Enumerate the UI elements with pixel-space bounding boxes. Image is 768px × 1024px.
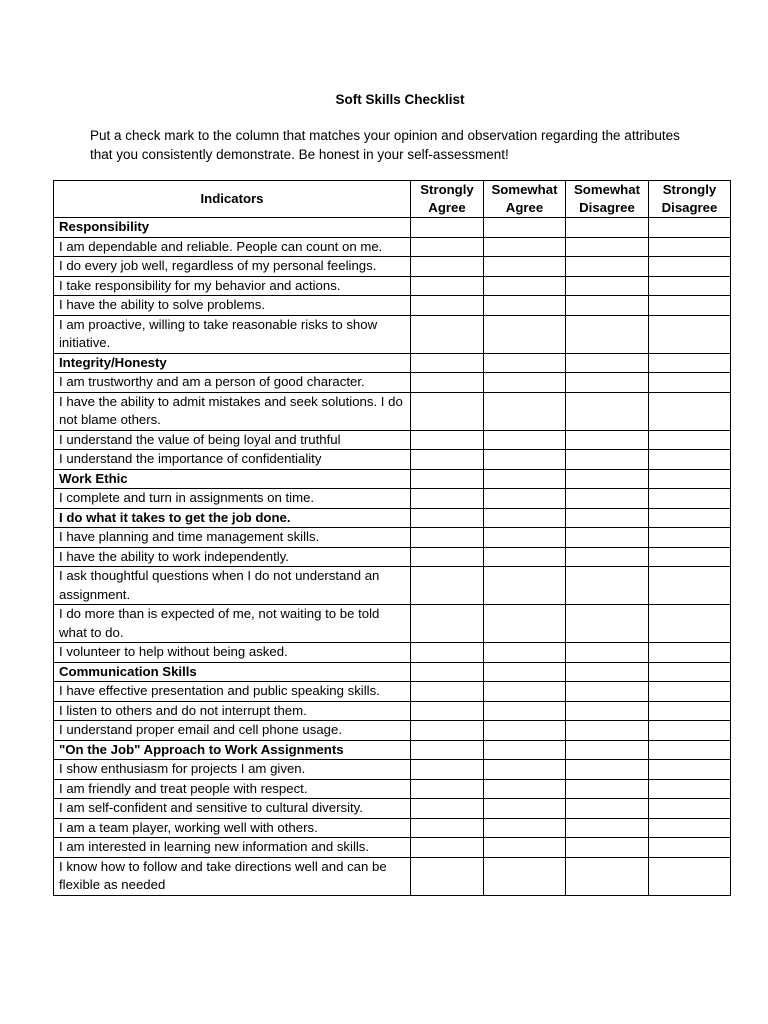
checkbox-cell-somewhat-agree[interactable] bbox=[484, 469, 566, 489]
checkbox-cell-strongly-agree[interactable] bbox=[411, 218, 484, 238]
checkbox-cell-somewhat-disagree[interactable] bbox=[566, 430, 649, 450]
indicator-text: I am trustworthy and am a person of good character. bbox=[54, 373, 411, 393]
section-heading: Responsibility bbox=[54, 218, 411, 238]
table-row bbox=[54, 643, 731, 663]
checkbox-cell-strongly-agree[interactable] bbox=[411, 838, 484, 858]
section-heading: Communication Skills bbox=[54, 662, 411, 682]
checkbox-cell-strongly-agree[interactable] bbox=[411, 373, 484, 393]
table-row bbox=[54, 838, 731, 858]
checkbox-cell-strongly-disagree[interactable] bbox=[649, 643, 731, 663]
section-row bbox=[54, 508, 731, 528]
table-row bbox=[54, 605, 731, 643]
checkbox-cell-strongly-disagree[interactable] bbox=[649, 353, 731, 373]
checkbox-cell-strongly-agree[interactable] bbox=[411, 430, 484, 450]
indicator-text: I have effective presentation and public speaking skills. bbox=[54, 682, 411, 702]
checkbox-cell-somewhat-agree[interactable] bbox=[484, 838, 566, 858]
table-row bbox=[54, 392, 731, 430]
indicator-text: I am friendly and treat people with respect. bbox=[54, 779, 411, 799]
checkbox-cell-strongly-disagree[interactable] bbox=[649, 315, 731, 353]
header-somewhat-disagree: Somewhat Disagree bbox=[566, 181, 649, 218]
checkbox-cell-somewhat-agree[interactable] bbox=[484, 450, 566, 470]
checkbox-cell-somewhat-agree[interactable] bbox=[484, 662, 566, 682]
checkbox-cell-strongly-agree[interactable] bbox=[411, 682, 484, 702]
table-row bbox=[54, 257, 731, 277]
section-heading: Integrity/Honesty bbox=[54, 353, 411, 373]
table-row bbox=[54, 799, 731, 819]
checkbox-cell-somewhat-disagree[interactable] bbox=[566, 701, 649, 721]
checkbox-cell-strongly-disagree[interactable] bbox=[649, 257, 731, 277]
indicator-text: I know how to follow and take directions well and can be flexible as needed bbox=[54, 857, 411, 895]
checkbox-cell-somewhat-agree[interactable] bbox=[484, 701, 566, 721]
checkbox-cell-strongly-agree[interactable] bbox=[411, 740, 484, 760]
checkbox-cell-strongly-agree[interactable] bbox=[411, 760, 484, 780]
table-row bbox=[54, 857, 731, 895]
checkbox-cell-strongly-agree[interactable] bbox=[411, 450, 484, 470]
checkbox-cell-somewhat-disagree[interactable] bbox=[566, 682, 649, 702]
checkbox-cell-somewhat-agree[interactable] bbox=[484, 643, 566, 663]
table-row bbox=[54, 760, 731, 780]
table-row bbox=[54, 721, 731, 741]
checkbox-cell-strongly-agree[interactable] bbox=[411, 857, 484, 895]
checkbox-cell-strongly-disagree[interactable] bbox=[649, 740, 731, 760]
indicator-text: I have the ability to admit mistakes and seek solutions. I do not blame others. bbox=[54, 392, 411, 430]
section-heading: "On the Job" Approach to Work Assignments bbox=[54, 740, 411, 760]
indicator-text: I understand the value of being loyal and truthful bbox=[54, 430, 411, 450]
indicator-text: I show enthusiasm for projects I am given. bbox=[54, 760, 411, 780]
checkbox-cell-somewhat-disagree[interactable] bbox=[566, 643, 649, 663]
checkbox-cell-somewhat-agree[interactable] bbox=[484, 818, 566, 838]
checkbox-cell-strongly-agree[interactable] bbox=[411, 799, 484, 819]
checkbox-cell-somewhat-disagree[interactable] bbox=[566, 469, 649, 489]
checkbox-cell-somewhat-disagree[interactable] bbox=[566, 315, 649, 353]
table-row bbox=[54, 315, 731, 353]
indicator-text: I have planning and time management skills. bbox=[54, 528, 411, 548]
indicator-text: I have the ability to work independently. bbox=[54, 547, 411, 567]
indicator-text: I do every job well, regardless of my personal feelings. bbox=[54, 257, 411, 277]
checkbox-cell-somewhat-disagree[interactable] bbox=[566, 392, 649, 430]
checkbox-cell-somewhat-disagree[interactable] bbox=[566, 779, 649, 799]
checkbox-cell-somewhat-agree[interactable] bbox=[484, 740, 566, 760]
section-row bbox=[54, 218, 731, 238]
indicator-text: I complete and turn in assignments on time. bbox=[54, 489, 411, 509]
indicator-text: I am dependable and reliable. People can count on me. bbox=[54, 237, 411, 257]
checkbox-cell-somewhat-disagree[interactable] bbox=[566, 567, 649, 605]
table-row bbox=[54, 682, 731, 702]
checkbox-cell-strongly-disagree[interactable] bbox=[649, 276, 731, 296]
indicator-text: I am interested in learning new information and skills. bbox=[54, 838, 411, 858]
header-indicators: Indicators bbox=[54, 181, 411, 218]
checkbox-cell-strongly-disagree[interactable] bbox=[649, 721, 731, 741]
checkbox-cell-strongly-agree[interactable] bbox=[411, 237, 484, 257]
checkbox-cell-strongly-disagree[interactable] bbox=[649, 662, 731, 682]
page-title: Soft Skills Checklist bbox=[335, 92, 465, 107]
table-row bbox=[54, 296, 731, 316]
checkbox-cell-strongly-disagree[interactable] bbox=[649, 296, 731, 316]
checkbox-cell-strongly-agree[interactable] bbox=[411, 643, 484, 663]
checkbox-cell-strongly-agree[interactable] bbox=[411, 508, 484, 528]
checkbox-cell-strongly-disagree[interactable] bbox=[649, 508, 731, 528]
section-heading: Work Ethic bbox=[54, 469, 411, 489]
section-heading: I do what it takes to get the job done. bbox=[54, 508, 411, 528]
checkbox-cell-strongly-disagree[interactable] bbox=[649, 489, 731, 509]
table-row bbox=[54, 430, 731, 450]
checkbox-cell-somewhat-disagree[interactable] bbox=[566, 257, 649, 277]
checkbox-cell-somewhat-disagree[interactable] bbox=[566, 237, 649, 257]
checkbox-cell-strongly-agree[interactable] bbox=[411, 257, 484, 277]
checkbox-cell-somewhat-disagree[interactable] bbox=[566, 662, 649, 682]
checkbox-cell-strongly-disagree[interactable] bbox=[649, 373, 731, 393]
checkbox-cell-strongly-agree[interactable] bbox=[411, 721, 484, 741]
checkbox-cell-strongly-disagree[interactable] bbox=[649, 567, 731, 605]
checkbox-cell-somewhat-agree[interactable] bbox=[484, 605, 566, 643]
checkbox-cell-somewhat-disagree[interactable] bbox=[566, 605, 649, 643]
checkbox-cell-strongly-agree[interactable] bbox=[411, 315, 484, 353]
header-strongly-disagree: Strongly Disagree bbox=[649, 181, 731, 218]
table-row bbox=[54, 450, 731, 470]
checkbox-cell-somewhat-agree[interactable] bbox=[484, 237, 566, 257]
checkbox-cell-strongly-disagree[interactable] bbox=[649, 469, 731, 489]
checkbox-cell-somewhat-agree[interactable] bbox=[484, 296, 566, 316]
checkbox-cell-strongly-disagree[interactable] bbox=[649, 701, 731, 721]
checkbox-cell-strongly-disagree[interactable] bbox=[649, 605, 731, 643]
checkbox-cell-strongly-agree[interactable] bbox=[411, 701, 484, 721]
checkbox-cell-somewhat-agree[interactable] bbox=[484, 857, 566, 895]
instructions-text: Put a check mark to the column that matches your opinion and observation regarding the attributes that you consistently demonstrate. Be honest in your self-assessment! bbox=[90, 128, 680, 162]
checkbox-cell-somewhat-agree[interactable] bbox=[484, 218, 566, 238]
checkbox-cell-somewhat-disagree[interactable] bbox=[566, 740, 649, 760]
checkbox-cell-strongly-agree[interactable] bbox=[411, 605, 484, 643]
checkbox-cell-strongly-disagree[interactable] bbox=[649, 818, 731, 838]
section-row bbox=[54, 353, 731, 373]
checkbox-cell-strongly-disagree[interactable] bbox=[649, 237, 731, 257]
indicator-text: I have the ability to solve problems. bbox=[54, 296, 411, 316]
table-row bbox=[54, 237, 731, 257]
checkbox-cell-somewhat-disagree[interactable] bbox=[566, 721, 649, 741]
checkbox-cell-strongly-disagree[interactable] bbox=[649, 760, 731, 780]
checkbox-cell-strongly-agree[interactable] bbox=[411, 779, 484, 799]
checkbox-cell-strongly-disagree[interactable] bbox=[649, 799, 731, 819]
checkbox-cell-somewhat-agree[interactable] bbox=[484, 567, 566, 605]
table-row bbox=[54, 373, 731, 393]
checkbox-cell-somewhat-disagree[interactable] bbox=[566, 450, 649, 470]
checkbox-cell-somewhat-disagree[interactable] bbox=[566, 296, 649, 316]
checkbox-cell-somewhat-agree[interactable] bbox=[484, 779, 566, 799]
checkbox-cell-somewhat-agree[interactable] bbox=[484, 373, 566, 393]
indicator-text: I take responsibility for my behavior and actions. bbox=[54, 276, 411, 296]
checkbox-cell-strongly-disagree[interactable] bbox=[649, 218, 731, 238]
checkbox-cell-strongly-agree[interactable] bbox=[411, 489, 484, 509]
checkbox-cell-strongly-agree[interactable] bbox=[411, 296, 484, 316]
checkbox-cell-somewhat-disagree[interactable] bbox=[566, 218, 649, 238]
checkbox-cell-somewhat-agree[interactable] bbox=[484, 353, 566, 373]
checkbox-cell-strongly-agree[interactable] bbox=[411, 276, 484, 296]
checkbox-cell-strongly-agree[interactable] bbox=[411, 818, 484, 838]
section-row bbox=[54, 740, 731, 760]
checkbox-cell-strongly-disagree[interactable] bbox=[649, 838, 731, 858]
table-row bbox=[54, 567, 731, 605]
checkbox-cell-strongly-agree[interactable] bbox=[411, 528, 484, 548]
checkbox-cell-strongly-disagree[interactable] bbox=[649, 392, 731, 430]
checkbox-cell-strongly-agree[interactable] bbox=[411, 469, 484, 489]
checkbox-cell-somewhat-disagree[interactable] bbox=[566, 799, 649, 819]
checkbox-cell-strongly-disagree[interactable] bbox=[649, 547, 731, 567]
table-row bbox=[54, 528, 731, 548]
table-row bbox=[54, 701, 731, 721]
checkbox-cell-somewhat-agree[interactable] bbox=[484, 430, 566, 450]
checkbox-cell-strongly-disagree[interactable] bbox=[649, 682, 731, 702]
indicator-text: I ask thoughtful questions when I do not understand an assignment. bbox=[54, 567, 411, 605]
checkbox-cell-somewhat-agree[interactable] bbox=[484, 257, 566, 277]
checkbox-cell-somewhat-agree[interactable] bbox=[484, 721, 566, 741]
checkbox-cell-somewhat-disagree[interactable] bbox=[566, 818, 649, 838]
header-somewhat-agree: Somewhat Agree bbox=[484, 181, 566, 218]
checkbox-cell-strongly-disagree[interactable] bbox=[649, 430, 731, 450]
checkbox-cell-somewhat-agree[interactable] bbox=[484, 799, 566, 819]
indicator-text: I understand the importance of confidentiality bbox=[54, 450, 411, 470]
indicator-text: I am self-confident and sensitive to cultural diversity. bbox=[54, 799, 411, 819]
header-row bbox=[54, 181, 731, 218]
checkbox-cell-strongly-agree[interactable] bbox=[411, 392, 484, 430]
checkbox-cell-somewhat-agree[interactable] bbox=[484, 682, 566, 702]
checkbox-cell-strongly-disagree[interactable] bbox=[649, 528, 731, 548]
checkbox-cell-somewhat-disagree[interactable] bbox=[566, 373, 649, 393]
table-row bbox=[54, 779, 731, 799]
checkbox-cell-somewhat-disagree[interactable] bbox=[566, 760, 649, 780]
checkbox-cell-somewhat-disagree[interactable] bbox=[566, 276, 649, 296]
checkbox-cell-somewhat-disagree[interactable] bbox=[566, 547, 649, 567]
indicator-text: I volunteer to help without being asked. bbox=[54, 643, 411, 663]
checkbox-cell-somewhat-agree[interactable] bbox=[484, 392, 566, 430]
table-row bbox=[54, 489, 731, 509]
table-row bbox=[54, 818, 731, 838]
checkbox-cell-somewhat-disagree[interactable] bbox=[566, 508, 649, 528]
header-strongly-agree: Strongly Agree bbox=[411, 181, 484, 218]
section-row bbox=[54, 469, 731, 489]
checkbox-cell-somewhat-disagree[interactable] bbox=[566, 857, 649, 895]
checkbox-cell-somewhat-agree[interactable] bbox=[484, 276, 566, 296]
checkbox-cell-somewhat-agree[interactable] bbox=[484, 760, 566, 780]
table-row bbox=[54, 276, 731, 296]
table-row bbox=[54, 547, 731, 567]
indicator-text: I do more than is expected of me, not waiting to be told what to do. bbox=[54, 605, 411, 643]
checkbox-cell-strongly-disagree[interactable] bbox=[649, 779, 731, 799]
checkbox-cell-somewhat-disagree[interactable] bbox=[566, 528, 649, 548]
checkbox-cell-somewhat-agree[interactable] bbox=[484, 489, 566, 509]
indicator-text: I listen to others and do not interrupt them. bbox=[54, 701, 411, 721]
checkbox-cell-somewhat-disagree[interactable] bbox=[566, 489, 649, 509]
checkbox-cell-strongly-disagree[interactable] bbox=[649, 857, 731, 895]
section-row bbox=[54, 662, 731, 682]
indicator-text: I understand proper email and cell phone usage. bbox=[54, 721, 411, 741]
checkbox-cell-strongly-agree[interactable] bbox=[411, 662, 484, 682]
indicator-text: I am a team player, working well with others. bbox=[54, 818, 411, 838]
checkbox-cell-somewhat-agree[interactable] bbox=[484, 508, 566, 528]
checklist-body bbox=[54, 218, 731, 896]
checkbox-cell-strongly-agree[interactable] bbox=[411, 353, 484, 373]
checklist-table bbox=[53, 180, 731, 896]
checkbox-cell-somewhat-agree[interactable] bbox=[484, 315, 566, 353]
checkbox-cell-somewhat-agree[interactable] bbox=[484, 547, 566, 567]
checkbox-cell-somewhat-disagree[interactable] bbox=[566, 353, 649, 373]
indicator-text: I am proactive, willing to take reasonable risks to show initiative. bbox=[54, 315, 411, 353]
checkbox-cell-strongly-disagree[interactable] bbox=[649, 450, 731, 470]
checkbox-cell-somewhat-agree[interactable] bbox=[484, 528, 566, 548]
checkbox-cell-strongly-agree[interactable] bbox=[411, 547, 484, 567]
checkbox-cell-somewhat-disagree[interactable] bbox=[566, 838, 649, 858]
checkbox-cell-strongly-agree[interactable] bbox=[411, 567, 484, 605]
